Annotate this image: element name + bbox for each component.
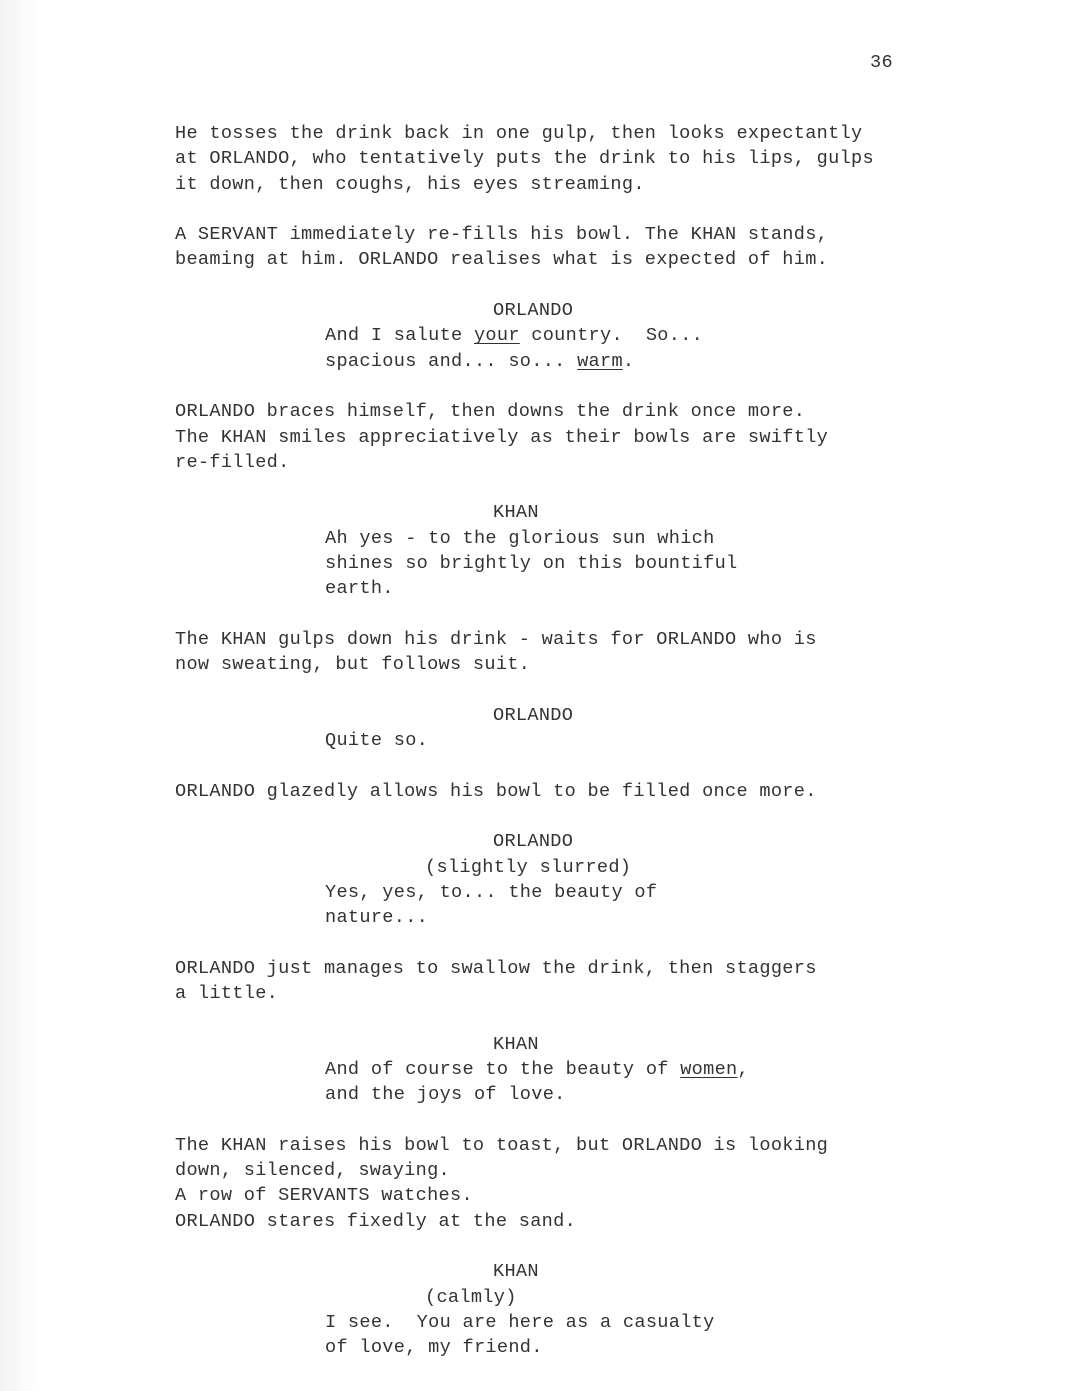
dialogue-block <box>325 728 935 753</box>
dialogue-line: and the joys of love. <box>325 1084 566 1106</box>
dialogue-line: I see. You are here as a casualty <box>325 1311 715 1333</box>
character-cue: ORLANDO <box>493 300 574 322</box>
action-block <box>175 1133 935 1234</box>
underlined-text: women <box>680 1058 738 1080</box>
dialogue-block <box>325 1310 935 1361</box>
character-cue: ORLANDO <box>493 831 574 853</box>
action-line: now sweating, but follows suit. <box>175 654 531 676</box>
action-line: re-filled. <box>175 451 290 473</box>
dialogue-line: nature... <box>325 907 429 929</box>
action-block <box>175 399 935 475</box>
action-line: a little. <box>175 983 279 1005</box>
text-run: country. So... <box>519 325 704 347</box>
action-block <box>175 222 935 273</box>
action-line: ORLANDO braces himself, then downs the drink once more. <box>175 401 806 423</box>
action-line: down, silenced, swaying. <box>175 1160 450 1182</box>
dialogue-line: earth. <box>325 578 394 600</box>
character-cue: ORLANDO <box>493 704 574 726</box>
action-line: He tosses the drink back in one gulp, then looks expectantly <box>175 123 863 144</box>
dialogue-block <box>325 323 935 374</box>
action-line: beaming at him. ORLANDO realises what is expected of him. <box>175 249 829 271</box>
text-run: And I salute <box>325 325 474 347</box>
text-run: . <box>622 350 635 372</box>
action-line: The KHAN smiles appreciatively as their bowls are swiftly <box>175 426 829 448</box>
action-line: ORLANDO glazedly allows his bowl to be filled once more. <box>175 780 817 802</box>
action-line: at ORLANDO, who tentatively puts the drink to his lips, gulps <box>175 148 874 170</box>
dialogue-line <box>325 1057 935 1082</box>
dialogue-line: Yes, yes, to... the beauty of <box>325 881 658 903</box>
action-line: A row of SERVANTS watches. <box>175 1185 473 1207</box>
action-block <box>175 956 935 1007</box>
parenthetical: (calmly) <box>425 1286 517 1308</box>
text-run: And of course to the beauty of <box>325 1058 681 1080</box>
dialogue-line <box>325 349 935 374</box>
underlined-text: warm <box>577 350 623 372</box>
action-line: The KHAN gulps down his drink - waits for ORLANDO who is <box>175 628 817 650</box>
underlined-text: your <box>473 325 520 347</box>
action-block <box>175 627 935 678</box>
action-block <box>175 779 935 804</box>
dialogue-line: Ah yes - to the glorious sun which <box>325 527 715 549</box>
action-line: ORLANDO just manages to swallow the drink, then staggers <box>175 957 817 979</box>
action-block <box>175 121 935 197</box>
dialogue-line <box>325 323 935 348</box>
character-cue: KHAN <box>493 502 539 524</box>
action-line: The KHAN raises his bowl to toast, but ORLANDO is looking <box>175 1134 829 1156</box>
dialogue-block <box>325 1057 935 1108</box>
character-cue: KHAN <box>493 1261 539 1283</box>
action-line: A SERVANT immediately re-fills his bowl. The KHAN stands, <box>175 224 829 246</box>
screenplay-body <box>175 121 935 1386</box>
text-run: , <box>737 1058 749 1080</box>
dialogue-block <box>325 526 935 602</box>
character-cue: KHAN <box>493 1033 539 1055</box>
action-line: it down, then coughs, his eyes streaming. <box>175 173 645 195</box>
dialogue-block <box>325 880 935 931</box>
action-line: ORLANDO stares fixedly at the sand. <box>175 1210 577 1232</box>
page-edge-shadow <box>0 0 44 1391</box>
dialogue-line: of love, my friend. <box>325 1337 543 1359</box>
text-run: spacious and... so... <box>325 350 578 372</box>
page-number: 36 <box>870 52 893 73</box>
parenthetical: (slightly slurred) <box>425 856 632 878</box>
dialogue-line: shines so brightly on this bountiful <box>325 553 738 575</box>
dialogue-line: Quite so. <box>325 730 429 752</box>
